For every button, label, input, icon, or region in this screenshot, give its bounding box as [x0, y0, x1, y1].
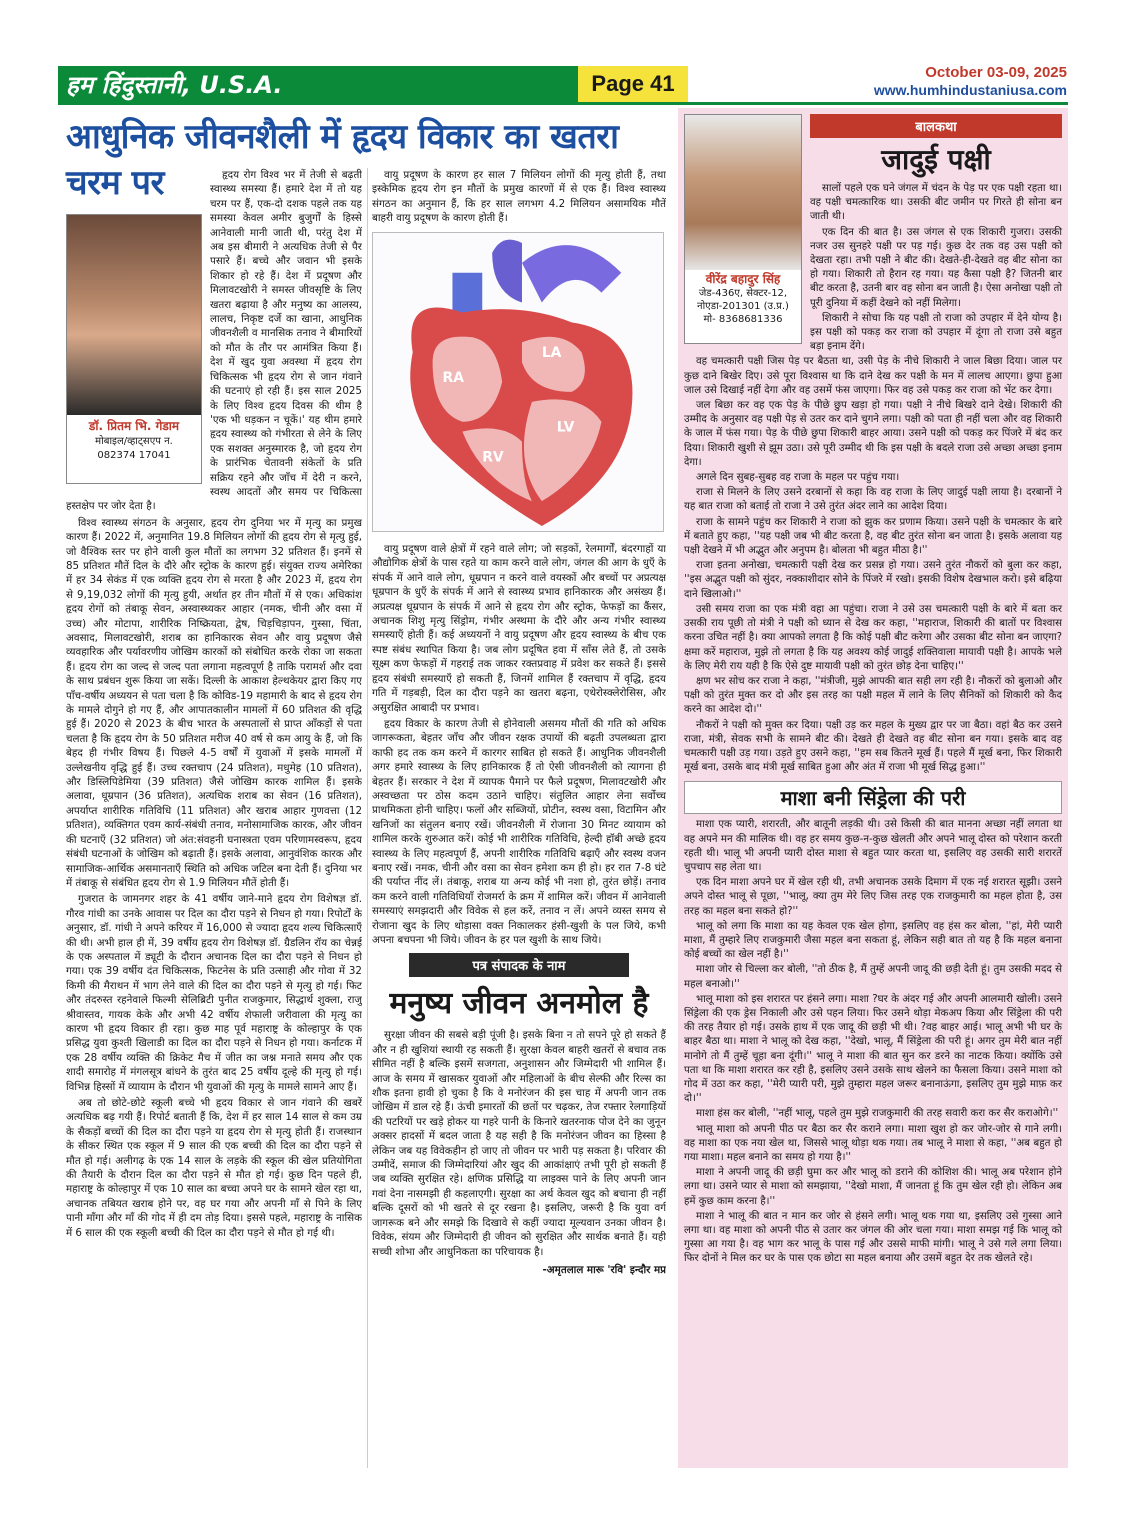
story2-paragraph: भालू को लगा कि माशा का यह केवल एक खेल होगा, इसलिए वह हंस कर बोला, ''हां, मेरी प्यारी माशा, मैं तुम्हारे लिए राजकुमारी जैसा महल बना सकता हूं, लेकिन सही बात तो यह है कि महल बनाना कोई बच्चों का खेल नहीं है।'' — [684, 920, 1062, 961]
page-number: Page 41 — [578, 66, 688, 102]
letters-body: सुरक्षा जीवन की सबसे बड़ी पूंजी है। इसके बिना न तो सपने पूरे हो सकते हैं और न ही खुशियां स्थायी रह सकती हैं। सुरक्षा केवल बाहरी खतरों से बचाव तक सीमित नहीं है बल्कि इसमें सजगता, अनुशासन और जिम्मेदारी भी शामिल हैं। आज के समय में खासकर युवाओं और महिलाओं के बीच सेल्फी और रिल्स का शौक इतना हावी हो चुका है कि वे मनोरंजन की इस चाह में अपनी जान तक जोखिम में डाल रहे हैं। ऊंची इमारतों की छतों पर चढ़कर, तेज रफ्तार रेलगाड़ियों की पटरियों पर खड़े होकर या गहरे पानी के किनारे खतरनाक पोज देने का जुनून अक्सर हादसों में बदल जाता है यह सही है कि मनोरंजन जीवन का हिस्सा है लेकिन जब यह विवेकहीन हो जाए तो जीवन पर भारी पड़ सकता है। परिवार की उम्मीदें, समाज की जिम्मेदारियां और खुद की आकांक्षाएं तभी पूरी हो सकती हैं जब व्यक्ति सुरक्षित रहे। क्षणिक प्रसिद्धि या लाइक्स पाने के लिए अपनी जान गवां देना नासमझी ही कहलाएगी। सुरक्षा का अर्थ केवल खुद को बचाना ही नहीं बल्कि दूसरों को भी खतरे से दूर रखना है। इसलिए, जरूरी है कि युवा वर्ग जागरूक बने और समझे कि दिखावे से कहीं ज्यादा मूल्यवान उनका जीवन है। विवेक, संयम और जिम्मेदारी ही जीवन को सुरक्षित और सार्थक बनाते हैं। यही सच्ची शोभा और आधुनिकता का परिचायक है। — [372, 1029, 666, 1258]
article-paragraph: हृदय रोग विश्व भर में तेजी से बढ़ती स्वास्थ्य समस्या हैं। हमारे देश में तो यह चरम पर हैं, एक-दो दशक पहले तक यह समस्या केवल अमीर बुजुर्गों के हिस्से आनेवाली मानी जाती थी, परंतु देश में अब इस बीमारी ने अत्यधिक तेजी से पैर पसारे हैं। बच्चे और जवान भी इसके शिकार हो रहे हैं। देश में प्रदूषण और मिलावटखोरी ने समस्त जीवसृष्टि के लिए खतरा बढ़ाया है और मनुष्य का आलस्य, लालच, निकृष्ट दर्जे का खाना, आधुनिक जीवनशैली व मानसिक तनाव ने बीमारियों को मौत के तौर पर आमंत्रित किया हैं। देश में खुद युवा अवस्था में हृदय रोग चिकित्सक भी हृदय रोग से जान गंवाने की घटनाएं हो रही हैं। इस साल 2025 के लिए विश्व हृदय दिवस की थीम है 'एक भी धड़कन न चूकें।' यह थीम हमारे हृदय स्वास्थ्य को गंभीरता से लेने के लिए एक सशक्त अनुस्मारक है, जो हृदय रोग के प्रारंभिक चेतावनी संकेतों के प्रति सक्रिय रहने और जाँच में देरी न करने, स्वस्थ आदतों और समय पर चिकित्सा हस्तक्षेप पर जोर देता है। — [66, 169, 362, 513]
story2-paragraph: एक दिन माशा अपने घर में खेल रही थी, तभी अचानक उसके दिमाग में एक नई शरारत सूझी। उसने अपने दोस्त भालू से पूछा, ''भालू, क्या तुम मेरे लिए जिस तरह एक राजकुमारी का महल होता है, उस तरह का महल बना सकते हो?'' — [684, 877, 1062, 917]
story-paragraph: जल बिछा कर वह एक पेड़ के पीछे छुप खड़ा हो गया। पक्षी ने नीचे बिखरे दाने देखे। शिकारी की उम्मीद के अनुसार वह पक्षी पेड़ से उतर कर दाने चुगने लगा। पक्षी को पता ही नहीं चला और वह शिकारी के जाल में फंस गया। पेड़ के पीछे छुपा शिकारी बाहर आया। उसने पक्षी को पकड़ कर पिंजरे में बंद कर दिया। शिकारी खुशी से झूम उठा। उसे पूरी उम्मीद थी कि इस पक्षी के बदले राजा उसे अच्छा अच्छा इनाम देगा। — [684, 400, 1062, 468]
letters-title: मनुष्य जीवन अनमोल है — [389, 986, 649, 1022]
kids-story-title: जादुई पक्षी — [881, 143, 991, 176]
heart-label: LA — [541, 344, 562, 361]
author-phone: 082374 17041 — [97, 450, 171, 461]
story-paragraph: राजा से मिलने के लिए उसने दरबानों से कहा कि वह राजा के लिए जादुई पक्षी लाया है। दरबानों ने यह बात राजा को बताई तो राजा ने उसे तुरंत अंदर लाने का आदेश दिया। — [684, 487, 1062, 513]
article-paragraph: वायु प्रदूषण वाले क्षेत्रों में रहने वाले लोग; जो सड़कों, रेलमार्गों, बंदरगाहों या औद्योगिक क्षेत्रों के पास रहते या काम करने वाले लोग, जंगल की आग के धुएँ के संपर्क में आने वाले लोग, धूम्रपान न करने वाले वयस्कों और बच्चों पर अप्रत्यक्ष धूम्रपान के धुएँ के संपर्क में आने से स्वास्थ्य प्रभाव हानिकारक और असंख्य हैं। अप्रत्यक्ष धूम्रपान के संपर्क में आने से हृदय रोग और स्ट्रोक, फेफड़ों का कैंसर, अचानक शिशु मृत्यु सिंड्रोम, गंभीर अस्थमा के दौरे और अन्य गंभीर स्वास्थ्य समस्याएँ होती हैं। कई अध्ययनों ने वायु प्रदूषण और हृदय स्वास्थ्य के बीच एक स्पष्ट संबंध स्थापित किया है। जब लोग प्रदूषित हवा में साँस लेते हैं, तो उसके सूक्ष्म कण फेफड़ों में गहराई तक जाकर रक्तप्रवाह में प्रवेश कर सकते हैं। इससे हृदय संबंधी समस्याएँ हो सकती हैं, जिनमें शामिल हैं रक्तचाप में वृद्धि, हृदय गति में गड़बड़ी, दिल का दौरा पड़ने का खतरा बढ़ना, एथेरोस्क्लेरोसिस, और असुरक्षित आबादी पर प्रभाव। — [372, 543, 666, 714]
author-photo — [67, 215, 201, 415]
story-author-name: वीरेंद्र बहादुर सिंह — [705, 272, 781, 286]
story-author-phone: मो- 8368681336 — [703, 314, 783, 325]
header-divider — [58, 102, 1068, 105]
article-paragraph: वायु प्रदूषण के कारण हर साल 7 मिलियन लोगों की मृत्यु होती हैं, तथा इस्केमिक हृदय रोग इन मौतों के प्रमुख कारणों में से एक हैं। विश्व स्वास्थ्य संगठन का अनुमान हैं, कि हर साल लगभग 4.2 मिलियन असामयिक मौतें बाहरी वायु प्रदूषण के कारण होती हैं। — [372, 169, 666, 225]
letters-label: पत्र संपादक के नाम — [409, 953, 629, 977]
article-paragraph: गुजरात के जामनगर शहर के 41 वर्षीय जाने-माने हृदय रोग विशेषज्ञ डॉ. गौरव गांधी का उनके आवास पर दिल का दौरा पड़ने से निधन हो गया। रिपोर्टों के अनुसार, डॉ. गांधी ने अपने करियर में 16,000 से ज्यादा हृदय शल्य चिकित्साएँ की थी। अभी हाल ही में, 39 वर्षीय हृदय रोग विशेषज्ञ डॉ. ग्रैडलिन रॉय का चेन्नई के एक अस्पताल में ड्यूटी के दौरान अचानक दिल का दौरा पड़ने से निधन हो गया। एक 39 वर्षीय दंत चिकित्सक, फिटनेस के प्रति उत्साही और गोवा में 32 किमी की मैराथन में भाग लेने वाले की दिल का दौरा पड़ने से मृत्यु हो गई। फिट और तंदरुस्त रहनेवाले फिल्मी सेलिब्रिटी पुनीत राजकुमार, सिद्धार्थ शुक्ला, राजु श्रीवास्तव, गायक केके और अभी 42 वर्षीय शेफाली जरीवाला की मृत्यु का कारण भी हृदय विकार ही रहा। कुछ माह पूर्व महाराष्ट्र के कोल्हापुर के एक प्रसिद्ध युवा कुश्ती खिलाडी का दिल का दौरा पड़ने से निधन हो गया। कर्नाटक में एक 28 वर्षीय व्यक्ति की क्रिकेट मैच में जीत का जश्न मनाते समय और एक शादी समारोह में मंगलसूत्र बांधने के तुरंत बाद 25 वर्षीय दूल्हे की मृत्यु हो गई। विभिन्न हिस्सों में व्यायाम के दौरान भी युवाओं की मृत्यु के मामले सामने आए हैं। — [66, 893, 362, 1093]
heart-label: RA — [442, 369, 464, 386]
story-paragraph: क्षण भर सोच कर राजा ने कहा, ''मंत्रीजी, मुझे आपकी बात सही लग रही है। नौकरों को बुलाओ और पक्षी को तुरंत मुक्त कर दो और इस तरह का पक्षी महल में लाने के लिए सैनिकों को शिकारी को कैद करने का आदेश दो।'' — [684, 675, 1062, 716]
story-paragraph: नौकरों ने पक्षी को मुक्त कर दिया। पक्षी उड़ कर महल के मुख्य द्वार पर जा बैठा। वहां बैठ कर उसने राजा, मंत्री, सेवक सभी के सामने बीट की। देखते ही देखते वह बीट सोना बन गया। इसके बाद वह चमत्कारी पक्षी उड़ गया। उड़ते हुए उसने कहा, ''हम सब कितने मूर्ख हैं। पहले मैं मूर्ख बना, फिर शिकारी मूर्ख बना, उसके बाद मंत्री मूर्ख साबित हुआ और अंत में राजा भी मूर्ख सिद्ध हुआ।'' — [684, 719, 1062, 774]
kids-story-label: बालकथा — [810, 114, 1062, 138]
author-phone-label: मोबाइल/व्हाट्सएप न. — [95, 436, 173, 447]
article-column-2 — [372, 168, 666, 1468]
author-name: डॉ. प्रितम भि. गेडाम — [88, 419, 180, 433]
story-paragraph: राजा इतना अनोखा, चमत्कारी पक्षी देख कर प्रसन्न हो गया। उसने तुरंत नौकरों को बुला कर कहा, ''इस अद्भुत पक्षी को सुंदर, नक्काशीदार सोने के पिंजरे में रखो। इसकी विशेष देखभाल करो। इसे बढ़िया दाने खिलाओ।'' — [684, 560, 1062, 600]
story-paragraph: शिकारी ने सोचा कि यह पक्षी तो राजा को उपहार में देने योग्य है। इस पक्षी को पकड़ कर राजा को उपहार में दूंगा तो राजा उसे बहुत बड़ा इनाम देंगे। — [810, 312, 1062, 353]
story2-paragraph: माशा जोर से चिल्ला कर बोली, ''तो ठीक है, मैं तुम्हें अपनी जादू की छड़ी देती हूं। तुम उसकी मदद से महल बनाओ।'' — [684, 964, 1062, 990]
article-paragraph: हृदय विकार के कारण तेजी से होनेवाली असमय मौतों की गति को अधिक जागरूकता, बेहतर जाँच और जीवन रक्षक उपायों की बढ़ती उपलब्धता द्वारा काफी हद तक कम करने में कारगर साबित हो सकते हैं। आधुनिक जीवनशैली अगर हमारे स्वास्थ्य के लिए हानिकारक हैं तो ऐसी जीवनशैली को त्यागना ही बेहतर हैं। सरकार ने देश में व्यापक पैमाने पर फैले प्रदूषण, मिलावटखोरी और अस्वच्छता पर ठोस कदम उठाने चाहिए। संतुलित आहार लेना सर्वोच्च प्राथमिकता होनी चाहिए। फलों और सब्जियों, प्रोटीन, स्वस्थ वसा, विटामिन और खनिजों का संतुलन बनाए रखें। जीवनशैली में रोजाना 30 मिनट व्यायाम को शामिल करके शुरुआत करें। कोई भी शारीरिक गतिविधि, हेल्दी हॉबी अच्छे हृदय स्वास्थ्य के लिए महत्वपूर्ण हैं, अपनी शारीरिक गतिविधि बढ़ाएँ और स्वस्थ वजन बनाए रखें। नमक, चीनी और वसा का सेवन हमेशा कम ही हो। हर रात 7-8 घंटे की पर्याप्त नींद लें। तंबाकू, शराब या अन्य कोई भी नशा हो, तुरंत छोड़ें। तनाव कम करने वाली गतिविधियाँ रोजमर्रा के क्रम में शामिल करें। जीवन में आनेवाली समस्याएं समझदारी और विवेक से हल करें, तनाव न लें। अपने व्यस्त समय से रोजाना खुद के लिए थोड़ासा वक्त निकालकर हंसी-खुशी के पल जिये, कभी अपना बचपना भी जिये। जीवन के हर पल खुशी के साथ जिये। — [372, 717, 666, 946]
author-photo-card — [66, 214, 202, 484]
story2-paragraph: भालू माशा को अपनी पीठ पर बैठा कर सैर कराने लगा। माशा खुश हो कर जोर-जोर से गाने लगी। वह माशा का एक नया खेल था, जिससे भालू थोड़ा थक गया। तब भालू ने माशा से कहा, ''अब बहुत हो गया माशा। महल बनाने का समय हो गया है।'' — [684, 1123, 1062, 1163]
article-title: आधुनिक जीवनशैली में हृदय विकार का खतरा चरम पर — [66, 117, 619, 203]
heart-label: RV — [482, 449, 504, 466]
article-column-1 — [66, 168, 362, 1468]
website-link[interactable]: www.humhindustaniusa.com — [873, 82, 1067, 98]
paper-name: हम हिंदुस्तानी, U.S.A. — [66, 71, 283, 99]
story-paragraph: सालों पहले एक घने जंगल में चंदन के पेड़ पर एक पक्षी रहता था। वह पक्षी चमत्कारिक था। उसकी बीट जमीन पर गिरते ही सोना बन जाती थी। — [810, 183, 1062, 223]
story2-paragraph: माशा ने भालू की बात न मान कर जोर से हंसने लगी। भालू थक गया था, इसलिए उसे गुस्सा आने लगा था। वह माशा को अपनी पीठ से उतार कर जंगल की ओर चला गया। माशा समझ गई कि भालू को गुस्सा आ गया है। वह भाग कर भालू के पास गई और उससे माफी मांगी। भालू ने उसे गले लगा लिया। फिर दोनों ने मिल कर घर के पास एक छोटा सा महल बनाया और उसमें बहुत देर तक खेलते रहे। — [684, 1210, 1062, 1265]
story2-paragraph: माशा हंस कर बोली, ''नहीं भालू, पहले तुम मुझे राजकुमारी की तरह सवारी करा कर सैर कराओगे।'' — [696, 1108, 1059, 1120]
story-paragraph: अगले दिन सुबह-सुबह वह राजा के महल पर पहुंच गया। — [696, 472, 900, 484]
story2-paragraph: माशा ने अपनी जादू की छड़ी घुमा कर और भालू को डराने की कोशिश की। भालू अब परेशान होने लगा था। उसने प्यार से माशा को समझाया, ''देखो माशा, मैं जानता हूं कि तुम खेल रही हो। लेकिन अब हमें कुछ काम करना है।'' — [684, 1167, 1062, 1207]
story2-paragraph: माशा एक प्यारी, शरारती, और बातूनी लड़की थी। उसे किसी की बात मानना अच्छा नहीं लगता था वह अपने मन की मालिक थी। वह हर समय कुछ-न-कुछ खेलती और अपने भालू दोस्त को परेशान करती रहती थी। भालू भी अपनी प्यारी दोस्त माशा से बहुत प्यार करता था, इसलिए वह उसकी सारी शरारतें चुपचाप सह लेता था। — [684, 819, 1062, 873]
story2-paragraph: भालू माशा को इस शरारत पर हंसने लगा। माशा ?घर के अंदर गई और अपनी आलमारी खोली। उसने सिंड्रेला की एक ड्रेस निकाली और उसे पहन लिया। फिर उसने थोड़ा मेकअप किया और सिंड्रेला की परी की तरह तैयार हो गई। उसके हाथ में एक जादू की छड़ी भी थी। ?वह बाहर आई। भालू अभी भी घर के बाहर बैठा था। माशा ने भालू को देख कहा, ''देखो, भालू, मैं सिंड्रेला की परी हूं। अगर तुम मेरी बात नहीं मानोगे तो मैं तुम्हें चूहा बना दूंगी।'' भालू ने माशा की बात सुन कर डरने का नाटक किया। क्योंकि उसे पता था कि माशा शरारत कर रही है, इसलिए उसने उसके साथ खेलने का फैसला किया। उसने माशा को गोद में उठा कर कहा, ''मेरी प्यारी परी, मुझे तुम्हारा महल जरूर बनानाऊंगा, इसलिए तुम मुझे माफ़ कर दो।'' — [684, 993, 1062, 1105]
heart-illustration — [372, 232, 664, 532]
story-paragraph: वह चमत्कारी पक्षी जिस पेड़ पर बैठता था, उसी पेड़ के नीचे शिकारी ने जाल बिछा दिया। जाल पर कुछ दाने बिखेर दिए। उसे पूरा विश्वास था कि दाने देख कर पक्षी के मन में लालच आएगा। छुपा हुआ जाल उसे दिखाई नहीं देगा और वह उसमें फंस जाएगा। फिर वह उसे पकड़ कर राजा को भेंट कर देगा। — [684, 356, 1062, 396]
article-paragraph: अब तो छोटे-छोटे स्कूली बच्चे भी हृदय विकार से जान गंवाने की खबरें अत्यधिक बढ़ गयी हैं। रिपोर्ट बताती हैं कि, देश में हर साल 14 साल से कम उम्र के सैकड़ों बच्चों की दिल का दौरा पड़ने या हृदय रोग से मृत्यु होती हैं। राजस्थान के सीकर स्थित एक स्कूल में 9 साल की एक बच्ची की दिल का दौरा पड़ने से मौत हो गई। अलीगढ़ के एक 14 साल के लड़के की स्कूल की खेल प्रतियोगिता की तैयारी के दौरान दिल का दौरा पड़ने से मौत हो गई। कुछ दिन पहले ही, महाराष्ट्र के कोल्हापुर में एक 10 साल का बच्चा अपने घर के सामने खेल रहा था, अचानक तबियत खराब होने पर, वह घर गया और अपनी माँ से पिने के लिए पानी माँगा और माँ की गोद में ही दम तोड़ दिया। इससे पहले, महाराष्ट्र के नासिक में 6 साल की एक स्कूली बच्ची की दिल का दौरा पड़ने से मौत हो गई थी। — [66, 1097, 362, 1239]
story-author-photo — [685, 115, 801, 270]
heart-label: LV — [556, 419, 575, 436]
issue-date: October 03-09, 2025 — [925, 64, 1067, 81]
story-paragraph: एक दिन की बात है। उस जंगल से एक शिकारी गुजरा। उसकी नजर उस सुनहरे पक्षी पर पड़ गई। कुछ देर तक वह उस पक्षी को देखता रहा। तभी पक्षी ने बीट की। देखते-ही-देखते वह बीट सोना का हो गया। शिकारी तो हैरान रह गया। यह कैसा पक्षी है? जितनी बार बीट करता है, उतनी बार वह सोना बन जाती है। ऐसा अनोखा पक्षी तो पूरी दुनिया में कहीं देखने को नहीं मिलेगा। — [810, 226, 1062, 309]
kids-story-section — [678, 108, 1068, 1468]
story-paragraph: राजा के सामने पहुंच कर शिकारी ने राजा को झुक कर प्रणाम किया। उसने पक्षी के चमत्कार के बारे में बताते हुए कहा, ''यह पक्षी जब भी बीट करता है, वह बीट तुरंत सोना बन जाता है। इसके अलावा यह पक्षी देखने में भी अद्भुत और अनुपम है। बोलता भी बहुत मीठा है।'' — [684, 516, 1062, 557]
column-divider — [367, 168, 368, 1468]
story-author-address: जेड-436ए, सेक्टर-12, नोएडा-201301 (उ.प्र.) — [697, 288, 789, 312]
story-author-card — [684, 114, 802, 344]
second-story-title: माशा बनी सिंड्रेला की परी — [684, 781, 1062, 814]
page-header — [0, 0, 1135, 100]
letters-signature: -अमृतलाल मारू 'रवि' इन्दौर मप्र — [542, 1263, 666, 1276]
story-paragraph: उसी समय राजा का एक मंत्री वहा आ पहुंचा। राजा ने उसे उस चमत्कारी पक्षी के बारे में बता कर उसकी राय पूछी तो मंत्री ने पक्षी को ध्यान से देख कर कहा, ''महाराज, शिकारी की बातों पर विश्वास करना उचित नहीं है। क्या आपको लगता है कि कोई पक्षी बीट करेगा और उसका बीट सोना बन जाएगा? क्षमा करें महाराज, मुझे तो लगता है कि यह अवश्य कोई जादुई शक्तिवाला मायावी पक्षी है। आपके भले के लिए मेरी राय यही है कि ऐसे दुष्ट मायावी पक्षी को तुरंत छोड़ देना चाहिए।'' — [684, 603, 1062, 672]
article-paragraph: विश्व स्वास्थ्य संगठन के अनुसार, हृदय रोग दुनिया भर में मृत्यु का प्रमुख कारण हैं। 2022 में, अनुमानित 19.8 मिलियन लोगों की हृदय रोग से मृत्यु हुई, जो वैश्विक स्तर पर होने वाली कुल मौतों का लगभग 32 प्रतिशत हैं। इनमें से 85 प्रतिशत मौतें दिल के दौरे और स्ट्रोक के कारण हुई। संयुक्त राज्य अमेरिका में हर 34 सेकंड में एक व्यक्ति हृदय रोग से मरता है और 2023 में, हृदय रोग से 9,19,032 लोगों की मृत्यु हुयी, अर्थात हर तीन मौतों में से एक। अधिकांश हृदय रोगों को तंबाकू सेवन, अस्वास्थ्यकर आहार (नमक, चीनी और वसा में उच्च) और मोटापा, शारीरिक निष्क्रियता, द्वेष, चिड़चिड़ापन, गुस्सा, चिंता, अवसाद, मिलावटखोरी, शराब का हानिकारक सेवन और वायु प्रदूषण जैसे व्यवहारिक और पर्यावरणीय जोखिम कारकों को संबोधित करके रोका जा सकता हैं। हृदय रोग का जल्द से जल्द पता लगाना महत्वपूर्ण है ताकि परामर्श और दवा के साथ प्रबंधन शुरू किया जा सकें। दिल्ली के आकाश हेल्थकेयर द्वारा किए गए पाँच-वर्षीय अध्ययन से पता चला है कि कोविड-19 महामारी के बाद से हृदय रोग के मामले दोगुने हो गए हैं, और आपातकालीन मामलों में 60 प्रतिशत की वृद्धि हुई हैं। 2020 से 2023 के बीच भारत के अस्पतालों से प्राप्त आँकड़ों से पता चलता है कि हृदय रोग के 50 प्रतिशत मरीज 40 वर्ष से कम आयु के हैं, जो कि बेहद ही गंभीर विषय हैं। पिछले 4-5 वर्षों में युवाओं में इसके मामलों में उल्लेखनीय वृद्धि हुई हैं। उच्च रक्तचाप (24 प्रतिशत), मधुमेह (10 प्रतिशत), और डिस्लिपिडेमिया (39 प्रतिशत) जैसे जोखिम कारक शामिल हैं। इसके अलावा, धूम्रपान (36 प्रतिशत), अत्यधिक शराब का सेवन (16 प्रतिशत), अपर्याप्त शारीरिक गतिविधि (11 प्रतिशत) और खराब आहार गुणवत्ता (12 प्रतिशत), व्यक्तिगत एवम कार्य-संबंधी तनाव, मनोसामाजिक कारक, और जीवन की घटनाएँ (32 प्रतिशत) जो अंत:संवहनी घनास्त्रता एवम परिणामस्वरूप, हृदय संबंधी घटनाओं के जोखिम को बढ़ाती हैं। इसके अलावा, आनुवंशिक कारक और सामाजिक-आर्थिक असमानताएँ स्थिति को अधिक जटिल बना देती हैं। दुनिया भर में तंबाकू से संबंधित हृदय रोग से 1.9 मिलियन मौतें होती हैं। — [66, 516, 362, 889]
